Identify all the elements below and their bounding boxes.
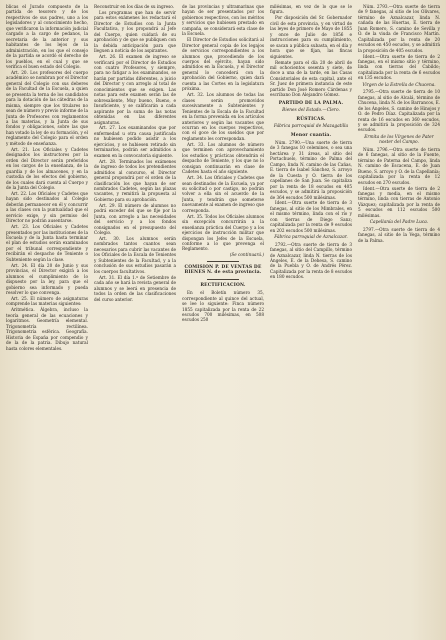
- section-heading: Menor cuantía.: [290, 132, 332, 138]
- paragraph: Art. 29. El número de alumnos no podrá exceder del que se fije por la Junta, con arreglo a las necesidades del servicio y a los fondos consignados en el presupuesto del Colegio.: [94, 202, 176, 236]
- section-divider: [207, 279, 240, 280]
- paragraph: de las provincias y ultramarinas que hayan de ser presentados por los gobiernos respectivos, con los méritos y servicios que hubiesen prestado en campaña, se considerará esta clase de la Escuela.: [182, 4, 264, 37]
- paragraph: Art. 31. El día 1.º de Setiembre de cada año se hará la revista general de alumnos y se leerá en presencia de todos la orden de las clasificaciones del curso anterior.: [94, 274, 176, 302]
- column-4: [270, 4, 352, 634]
- paragraph: Art. 27. Los examinandos que por enfermedad u otra causa justificada no hubiesen podido asistir a los ejercicios, y se hubiesen retirado sin terminarlos, podrán ser admitidos a examen en la convocatoria siguiente.: [94, 125, 176, 158]
- paragraph: Art. 32. Los alumnos de todas las clases serán promovidos sucesivamente a Subtenientes y Tenientes de la Escala de la Facultad en la forma prevenida en los artículos anteriores y según las vacantes que ocurran en los cuerpos respectivos, con el goce de los sueldos que por reglamento les correspondan.: [182, 92, 264, 141]
- page-columns: [6, 4, 440, 634]
- paragraph: Art. 26. El examen de ingreso se verificará por el Director de Estudios con cuatro Profesores, y siempre, para no fatigar a los examinandos, se harán por partidas diferentes, a juicio del Director y con arreglo al total de conocimientos que se exigen. Las notas para este examen serán las de sobresaliente, Muy bueno, Bueno, e Insuficiente, y se calificarán a cada aspirante por la suma de las notas obtenidas en las diferentes asignaturas.: [94, 54, 176, 125]
- paragraph: Art. 33. Los alumnos de número que terminen con aprovechamiento los estudios y prácticas obtendrán el despacho de Teniente, y los que no lo consigan continuarán en clase de Cadetes hasta el año siguiente.: [182, 141, 264, 175]
- section-subheading: Fábrica parroquial de Aznalcazar.: [274, 235, 348, 241]
- paragraph: Núm. 2796.—Otra suerte de tierra de 6 fanegas, al sitio de la Fuente, término de Paterna del Campo, linda N. camino de Escacena, E. de Juan Bueno, S. arroyo y O. de la Capellanía; capitalizada por la renta de 12 escudos en 270 escudos.: [358, 146, 440, 185]
- paragraph: Art. 35. Todos los Oficiales alumnos sin excepción concurrirán a la enseñanza práctica del Cuerpo y a los ejercicios de instrucción militar que dispongan los Jefes de la Escuela, conforme a lo que prevenga el Reglamento.: [182, 213, 264, 252]
- paragraph: Aritmética. Álgebra, incluso la teoría general de las ecuaciones y logaritmos. Geometría elemental. Trigonometría rectilínea. Trigonometría esférica. Geografía. Historia de España por compendio y de la de la patria. Dibujo natural hasta colores elementales.: [6, 307, 88, 351]
- paragraph: Los programas que han de servir para estos exámenes los redactará el Director de Estudios con la Junta Facultativa, y los propondrá al Jefe del Cuerpo, quien cuidará de su aprobación y de que se publiquen con la debida anticipación para que lleguen a noticia de los aspirantes.: [94, 9, 176, 54]
- paragraph: 2792.—Otra suerte de tierra de 3 fanegas, al sitio del Campillo, término de Aznalcazar, linda N. tierras de los Ángeles, E. de la Dehesa, S. camino de la Puebla y O. de Andrés Pérez. Capitalizada por la renta de 8 escudos en 180 escudos.: [270, 241, 352, 280]
- section-divider: [207, 261, 240, 262]
- paragraph: En el Boletín número 35, correspondiente al quince del actual, se lee lo siguiente: Finca número 1855 capitalizada por la renta de 22 escudos 700 milésimas, en 508 escudos 250: [182, 290, 264, 323]
- continuation-note: (Se continuará.): [229, 252, 264, 258]
- paragraph: Art. 20. Los profesores del cuerpo académico se nombran por el Director general del Colegio con sus deberes de la Facultad de la Escuela, a quien se presenta la terna de los candidatos para la dotación de las cátedras de la misma, siempre que los titulares no sean de número y previo informe de la Junta de Profesores con reglamentos a las materias, y la Junta de sus fondos y obligaciones, sobre las que han votado la ley de su formación, y el reglamento del Colegio para el orden y método de enseñanza.: [6, 69, 88, 146]
- paragraph: blicas el Jurado compuesto de la partida de tesorero y de los respectivos de sus padres, uno a los legisladores y al conocimiento hecho, que verificaron la información judicial cargado a la cargo de pedanos, la secretaria de la anterior y sus habitantes de los lejos de la administración, en los que el consejo de la partida se acordó el derecho de los pueblos, en el cual y que se verifica el buen estado del Colegio.: [6, 4, 88, 69]
- column-2: [94, 4, 176, 634]
- section-subheading: Capellanía del Padre Luca.: [369, 220, 429, 226]
- paragraph: Por disposición del Sr. Gobernador civil de esta provincia, y en virtud de las leyes de primero de Mayo de 1855 y once de Julio de 1856 e instrucciones para su cumplimiento, se sacan a pública subasta, en el día y hora que se fijan, las fincas siguientes.: [270, 15, 352, 59]
- paragraph: Art. 21. Los Oficiales y Cadetes designados los instructores por la orden del Director serán preferidos en los cargos de la enseñanza, de la guardia y de los almacenes, y en la custodia de los efectos del gobierno, de los cuales dará cuenta al Cuerpo y de la Junta del Colegio.: [6, 146, 88, 190]
- column-3: [182, 4, 264, 634]
- section-subheading: Bienes del Estado.—Clero.: [282, 108, 340, 114]
- paragraph: Art. 25. El número de asignaturas comprende las materias siguientes:: [6, 296, 88, 307]
- section-heading: PARTIDO DE LA PALMA.: [278, 100, 344, 106]
- paragraph: Ident.—Otra suerte de tierra de 2 fanegas y media, en el mismo término, linda con tierras de Antonio Vázquez; capitalizada por la renta de 5 escudos en 112 escudos 500 milésimas.: [358, 185, 440, 218]
- section-subheading: Ermita de los Vírgenes de Pater noster del Campo.: [364, 134, 434, 146]
- paragraph: Remate para el día 20 de abril de mil ochocientos sesenta y siete, de doce a una de la tarde, en las Casas Consistoriales de esta capital, ante el Sr. Juez de primera instancia de este partido Don José Romero Cárdenas y escribano Don Alejandro Gómez.: [270, 59, 352, 98]
- notice-subheading: RECTIFICACION.: [200, 282, 246, 288]
- paragraph: milésimas, en vez de lo que se le figura.: [270, 4, 352, 15]
- paragraph: El Director de Estudios solicitará al Director general copia de los legajos de servicios correspondientes a los alumnos que, procediendo de los cuerpos del ejército, hayan sido admitidos en la Escuela, y el Director general lo concederá con la aprobación del Gobierno, quien dará cuenta a las Cortes en la legislatura próxima.: [182, 37, 264, 92]
- paragraph: Núm. 2793.—Otra suerte de tierra de 9 fanegas, al sitio de los Olivares, término de Aznalcazar, linda N. cañada de las Huertas, E. tierra de Juan Romero, S. camino de Sevilla y O. de la viuda de Francisco Martín. Capitalizada por la renta de 20 escudos en 450 escudos, y se admitirá la proposición de 405 escudos.: [358, 4, 440, 53]
- paragraph: Art. 23. Los Oficiales y Cadetes presentados por las instituciones de la Escuela y de la Junta hasta terminar el plan de estudios serán examinados por el tribunal correspondiente y recibirán el despacho de Teniente o Subteniente según la clase.: [6, 224, 88, 262]
- paragraph: Art. 28. Terminados los exámenes de ingreso de todos los pretendientes admitidos al concurso, el Director general propondrá por el orden de la clasificación los que hayan de ser nombrados Cadetes, según las plazas vacantes, y remitirá la propuesta al Gobierno para su aprobación.: [94, 158, 176, 202]
- paragraph: Art. 24. El día 20 de Junio y sus provincias, el Director exigirá a los alumnos el cumplimiento de lo dispuesto por la ley, para que el gobierno sea informado y pueda resolver lo que convenga.: [6, 262, 88, 296]
- column-1: [6, 4, 88, 634]
- paragraph: Reconstruir en los días de su ingreso.: [94, 4, 175, 9]
- paragraph: 2795.—Otra suerte de tierra de 10 fanegas, al sitio de Alcalá, término de Chucena, linda N. de los Barrancos, E. de los Ángeles, S. camino de Hinojos y O. de Pedro Díaz. Capitalizada por la renta de 16 escudos en 360 escudos, y se admitirá la proposición de 324 escudos.: [358, 89, 440, 133]
- notice-heading: COMISION P. DE VENTAS DE BIENES N. de esta provincia.: [184, 264, 262, 276]
- column-5: [358, 4, 440, 634]
- section-heading: RÚSTICAS.: [296, 116, 326, 122]
- paragraph: 2797.—Otra suerte de tierra de 4 fanegas, al sitio de la Vega, término de la Palma.: [358, 226, 440, 243]
- paragraph: Art. 22. Los Oficiales y Cadetes que hayan sido destinados al Colegio deberán permanecer en él y concurrir a las clases con la puntualidad que el servicio exige, y sin permiso del Director no podrán ausentarse.: [6, 190, 88, 224]
- paragraph: Núm. 2790.—Una suerte de tierra de 3 fanegas 10 celemines, o sea una hectárea y 31 áreas, al sitio del Portachuelo, término de Palma del Campo, linda N. camino de las Cañas, E. tierra de Isabel Sánchez, S. arroyo de la Cuesta y O. tierra de los capellanes de San Juan. Se capitaliza por la renta de 18 escudos en 405 escudos, y se admitirá la proposición de 364 escudos 500 milésimas.: [270, 139, 352, 200]
- paragraph: Art. 30. Los alumnos serán nombrados tantos cuantos sean necesarios para cubrir las vacantes de los Oficiales de la Escala de Tenientes y Subtenientes de la Facultad, y a la conclusión de sus estudios pasarán a los cuerpos facultativos.: [94, 236, 176, 274]
- paragraph: Ident.—Otra suerte de tierra de 2 fanegas, en el mismo sitio y término, linda con tierras del Cabildo; capitalizada por la renta de 6 escudos en 135 escudos.: [358, 53, 440, 81]
- section-subheading: Virgen de la Estrella de Chucena.: [362, 82, 436, 88]
- section-subheading: Fábrica parroquial de Mazagatilla: [273, 124, 349, 130]
- paragraph: Art. 34. Los Oficiales y Cadetes que sean destinados de la Escuela, ya por su solicitud o por castigo, no podrán volver a ella sin el acuerdo de la Junta, y tendrán que someterse nuevamente al examen de ingreso que corresponda.: [182, 175, 264, 213]
- paragraph: Ident.—Otra suerte de tierra de 3 fanegas, al sitio de los Mimbrales, en el mismo término, linda con el río y con tierras de Diego Sanz; capitalizada por la renta de 9 escudos en 202 escudos 500 milésimas.: [270, 200, 352, 233]
